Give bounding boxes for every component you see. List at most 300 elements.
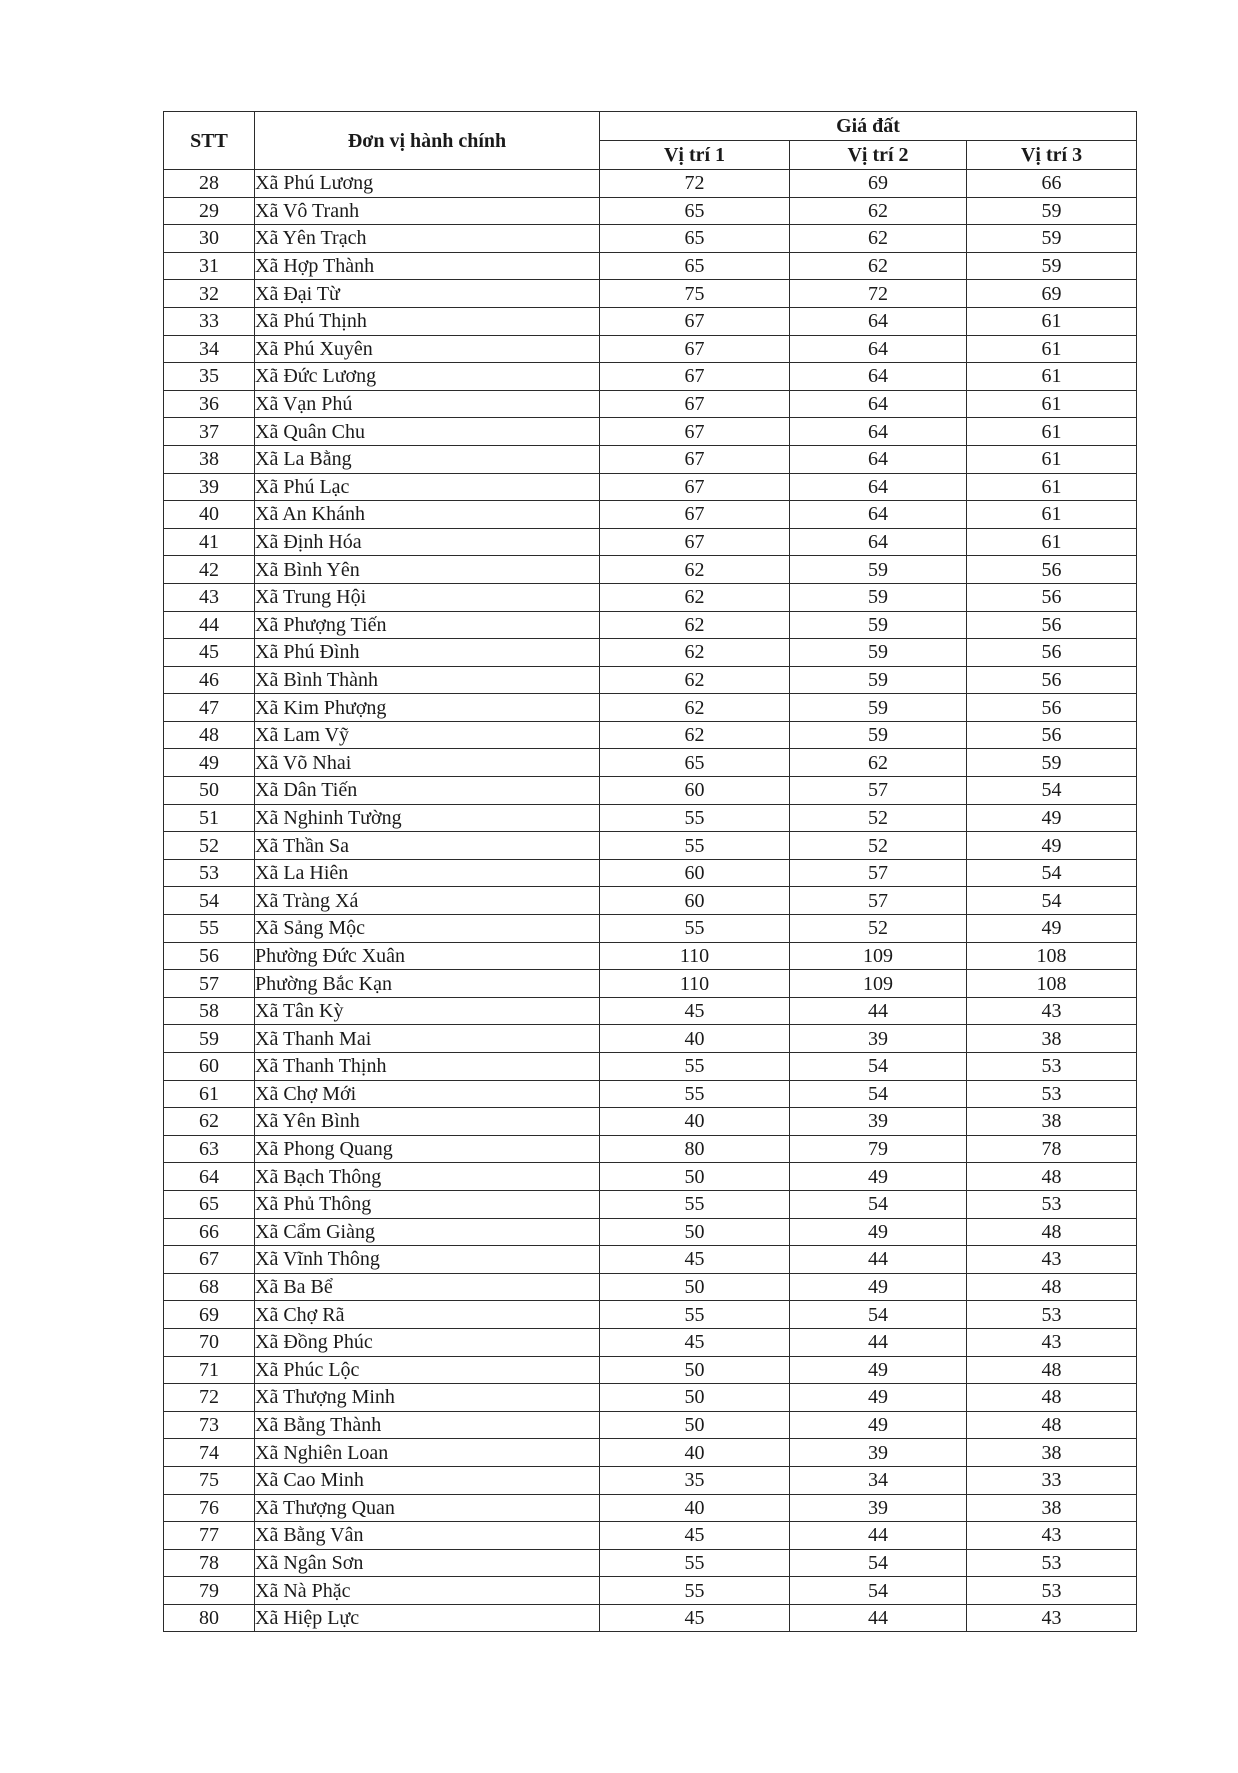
row-price-pos3: 38 — [967, 1108, 1137, 1136]
row-unit-name: Xã An Khánh — [255, 501, 600, 529]
row-price-pos2: 109 — [790, 970, 967, 998]
table-row — [164, 942, 1137, 970]
table-row — [164, 1218, 1137, 1246]
row-stt: 32 — [164, 280, 255, 308]
row-price-pos3: 61 — [967, 445, 1137, 473]
table-row — [164, 280, 1137, 308]
row-price-pos1: 50 — [600, 1273, 790, 1301]
row-price-pos2: 49 — [790, 1356, 967, 1384]
row-stt: 41 — [164, 528, 255, 556]
row-unit-name: Xã Đồng Phúc — [255, 1328, 600, 1356]
row-price-pos1: 55 — [600, 1080, 790, 1108]
row-price-pos3: 48 — [967, 1163, 1137, 1191]
table-row — [164, 1549, 1137, 1577]
row-stt: 37 — [164, 418, 255, 446]
row-stt: 29 — [164, 197, 255, 225]
table-row — [164, 528, 1137, 556]
row-price-pos3: 66 — [967, 170, 1137, 198]
row-unit-name: Xã Tân Kỳ — [255, 997, 600, 1025]
row-price-pos1: 67 — [600, 501, 790, 529]
row-price-pos1: 62 — [600, 583, 790, 611]
row-unit-name: Xã Yên Trạch — [255, 225, 600, 253]
row-price-pos3: 43 — [967, 1328, 1137, 1356]
row-stt: 64 — [164, 1163, 255, 1191]
row-price-pos3: 69 — [967, 280, 1137, 308]
row-price-pos2: 34 — [790, 1466, 967, 1494]
row-price-pos2: 49 — [790, 1411, 967, 1439]
row-price-pos1: 40 — [600, 1108, 790, 1136]
row-price-pos1: 110 — [600, 970, 790, 998]
row-price-pos3: 43 — [967, 1522, 1137, 1550]
row-price-pos2: 49 — [790, 1273, 967, 1301]
row-price-pos3: 56 — [967, 556, 1137, 584]
table-row — [164, 970, 1137, 998]
row-stt: 52 — [164, 832, 255, 860]
row-stt: 55 — [164, 915, 255, 943]
table-row — [164, 445, 1137, 473]
row-price-pos2: 39 — [790, 1494, 967, 1522]
row-stt: 59 — [164, 1025, 255, 1053]
header-position-1: Vị trí 1 — [600, 141, 790, 170]
row-price-pos2: 49 — [790, 1384, 967, 1412]
row-unit-name: Xã Thượng Minh — [255, 1384, 600, 1412]
row-stt: 54 — [164, 887, 255, 915]
row-price-pos2: 62 — [790, 225, 967, 253]
row-price-pos1: 55 — [600, 915, 790, 943]
row-price-pos2: 39 — [790, 1108, 967, 1136]
row-price-pos1: 67 — [600, 390, 790, 418]
row-price-pos1: 55 — [600, 1549, 790, 1577]
row-stt: 76 — [164, 1494, 255, 1522]
row-price-pos2: 64 — [790, 363, 967, 391]
row-price-pos3: 53 — [967, 1053, 1137, 1081]
row-price-pos3: 53 — [967, 1301, 1137, 1329]
row-price-pos3: 56 — [967, 583, 1137, 611]
row-stt: 30 — [164, 225, 255, 253]
row-price-pos1: 60 — [600, 859, 790, 887]
row-stt: 72 — [164, 1384, 255, 1412]
table-row — [164, 1411, 1137, 1439]
row-price-pos2: 44 — [790, 1328, 967, 1356]
row-unit-name: Xã Bằng Thành — [255, 1411, 600, 1439]
table-row — [164, 1384, 1137, 1412]
row-stt: 56 — [164, 942, 255, 970]
land-price-table — [163, 111, 1137, 1632]
row-unit-name: Xã Quân Chu — [255, 418, 600, 446]
row-price-pos2: 109 — [790, 942, 967, 970]
row-price-pos1: 65 — [600, 749, 790, 777]
row-price-pos1: 67 — [600, 528, 790, 556]
row-stt: 44 — [164, 611, 255, 639]
row-price-pos2: 64 — [790, 445, 967, 473]
row-price-pos1: 55 — [600, 1577, 790, 1605]
table-row — [164, 556, 1137, 584]
row-stt: 62 — [164, 1108, 255, 1136]
row-price-pos3: 53 — [967, 1577, 1137, 1605]
row-unit-name: Phường Bắc Kạn — [255, 970, 600, 998]
row-unit-name: Xã Võ Nhai — [255, 749, 600, 777]
table-row — [164, 1053, 1137, 1081]
row-price-pos3: 54 — [967, 777, 1137, 805]
row-unit-name: Xã Vạn Phú — [255, 390, 600, 418]
row-unit-name: Xã Phú Lạc — [255, 473, 600, 501]
row-price-pos3: 61 — [967, 418, 1137, 446]
row-stt: 66 — [164, 1218, 255, 1246]
row-price-pos3: 53 — [967, 1549, 1137, 1577]
row-unit-name: Xã Yên Bình — [255, 1108, 600, 1136]
row-price-pos3: 43 — [967, 1246, 1137, 1274]
row-price-pos2: 69 — [790, 170, 967, 198]
table-row — [164, 1273, 1137, 1301]
row-price-pos3: 48 — [967, 1384, 1137, 1412]
table-row — [164, 1190, 1137, 1218]
row-stt: 57 — [164, 970, 255, 998]
row-price-pos1: 40 — [600, 1494, 790, 1522]
row-unit-name: Xã Bình Yên — [255, 556, 600, 584]
row-unit-name: Xã Lam Vỹ — [255, 721, 600, 749]
row-unit-name: Xã Định Hóa — [255, 528, 600, 556]
row-unit-name: Xã Chợ Rã — [255, 1301, 600, 1329]
row-price-pos1: 75 — [600, 280, 790, 308]
row-price-pos3: 48 — [967, 1356, 1137, 1384]
row-price-pos1: 67 — [600, 445, 790, 473]
row-stt: 47 — [164, 694, 255, 722]
table-row — [164, 1439, 1137, 1467]
table-body — [164, 170, 1137, 1632]
row-price-pos2: 44 — [790, 997, 967, 1025]
row-stt: 63 — [164, 1135, 255, 1163]
row-price-pos3: 108 — [967, 942, 1137, 970]
row-price-pos3: 78 — [967, 1135, 1137, 1163]
row-price-pos1: 80 — [600, 1135, 790, 1163]
row-unit-name: Xã Thần Sa — [255, 832, 600, 860]
row-price-pos2: 72 — [790, 280, 967, 308]
row-price-pos1: 67 — [600, 363, 790, 391]
table-row — [164, 1025, 1137, 1053]
row-price-pos1: 110 — [600, 942, 790, 970]
table-row — [164, 583, 1137, 611]
table-row — [164, 666, 1137, 694]
row-unit-name: Xã Phú Thịnh — [255, 307, 600, 335]
row-unit-name: Xã Thanh Thịnh — [255, 1053, 600, 1081]
table-row — [164, 473, 1137, 501]
row-unit-name: Xã Ba Bể — [255, 1273, 600, 1301]
row-price-pos1: 55 — [600, 1053, 790, 1081]
row-price-pos1: 35 — [600, 1466, 790, 1494]
row-price-pos2: 57 — [790, 887, 967, 915]
row-price-pos3: 61 — [967, 335, 1137, 363]
row-price-pos3: 59 — [967, 225, 1137, 253]
table-row — [164, 804, 1137, 832]
row-stt: 70 — [164, 1328, 255, 1356]
row-price-pos1: 60 — [600, 887, 790, 915]
table-row — [164, 997, 1137, 1025]
table-row — [164, 1163, 1137, 1191]
table-row — [164, 1328, 1137, 1356]
row-price-pos1: 62 — [600, 721, 790, 749]
row-price-pos2: 44 — [790, 1604, 967, 1632]
row-unit-name: Xã Vĩnh Thông — [255, 1246, 600, 1274]
row-price-pos3: 43 — [967, 1604, 1137, 1632]
row-stt: 51 — [164, 804, 255, 832]
row-price-pos2: 57 — [790, 859, 967, 887]
table-row — [164, 335, 1137, 363]
row-price-pos2: 62 — [790, 252, 967, 280]
row-price-pos2: 64 — [790, 418, 967, 446]
row-unit-name: Xã Thanh Mai — [255, 1025, 600, 1053]
row-price-pos2: 64 — [790, 390, 967, 418]
row-stt: 42 — [164, 556, 255, 584]
row-price-pos3: 38 — [967, 1494, 1137, 1522]
row-price-pos3: 54 — [967, 887, 1137, 915]
row-unit-name: Xã Phú Xuyên — [255, 335, 600, 363]
row-unit-name: Xã Nà Phặc — [255, 1577, 600, 1605]
row-price-pos1: 62 — [600, 639, 790, 667]
row-price-pos1: 62 — [600, 611, 790, 639]
row-price-pos1: 62 — [600, 694, 790, 722]
row-price-pos1: 50 — [600, 1384, 790, 1412]
row-stt: 28 — [164, 170, 255, 198]
table-row — [164, 170, 1137, 198]
row-unit-name: Xã Hiệp Lực — [255, 1604, 600, 1632]
table-row — [164, 777, 1137, 805]
row-price-pos2: 49 — [790, 1218, 967, 1246]
table-row — [164, 197, 1137, 225]
row-price-pos3: 61 — [967, 501, 1137, 529]
row-unit-name: Xã Ngân Sơn — [255, 1549, 600, 1577]
row-price-pos1: 55 — [600, 1190, 790, 1218]
row-price-pos2: 59 — [790, 611, 967, 639]
row-price-pos3: 53 — [967, 1080, 1137, 1108]
row-price-pos3: 56 — [967, 639, 1137, 667]
row-stt: 65 — [164, 1190, 255, 1218]
row-price-pos2: 62 — [790, 749, 967, 777]
row-price-pos3: 56 — [967, 694, 1137, 722]
row-price-pos3: 56 — [967, 611, 1137, 639]
row-price-pos1: 72 — [600, 170, 790, 198]
row-stt: 80 — [164, 1604, 255, 1632]
row-stt: 48 — [164, 721, 255, 749]
row-unit-name: Xã Đức Lương — [255, 363, 600, 391]
row-stt: 39 — [164, 473, 255, 501]
row-price-pos1: 67 — [600, 335, 790, 363]
row-price-pos2: 44 — [790, 1246, 967, 1274]
row-unit-name: Xã Đại Từ — [255, 280, 600, 308]
row-price-pos3: 38 — [967, 1025, 1137, 1053]
table-row — [164, 915, 1137, 943]
row-price-pos1: 40 — [600, 1025, 790, 1053]
row-stt: 73 — [164, 1411, 255, 1439]
table-row — [164, 252, 1137, 280]
row-unit-name: Xã Sảng Mộc — [255, 915, 600, 943]
header-stt: STT — [164, 112, 255, 170]
row-price-pos3: 61 — [967, 307, 1137, 335]
table-row — [164, 1301, 1137, 1329]
row-price-pos3: 53 — [967, 1190, 1137, 1218]
table-row — [164, 611, 1137, 639]
row-price-pos3: 59 — [967, 252, 1137, 280]
row-price-pos1: 45 — [600, 1604, 790, 1632]
row-price-pos3: 43 — [967, 997, 1137, 1025]
row-stt: 78 — [164, 1549, 255, 1577]
row-unit-name: Xã Cẩm Giàng — [255, 1218, 600, 1246]
row-unit-name: Xã Vô Tranh — [255, 197, 600, 225]
row-price-pos1: 55 — [600, 804, 790, 832]
table-row — [164, 1356, 1137, 1384]
table-header — [164, 112, 1137, 170]
row-price-pos1: 45 — [600, 1246, 790, 1274]
row-price-pos2: 62 — [790, 197, 967, 225]
table-row — [164, 721, 1137, 749]
table-row — [164, 1522, 1137, 1550]
row-price-pos1: 65 — [600, 197, 790, 225]
row-price-pos2: 52 — [790, 915, 967, 943]
row-price-pos3: 59 — [967, 197, 1137, 225]
row-stt: 40 — [164, 501, 255, 529]
row-price-pos1: 50 — [600, 1411, 790, 1439]
row-unit-name: Xã Hợp Thành — [255, 252, 600, 280]
table-row — [164, 1246, 1137, 1274]
table-row — [164, 887, 1137, 915]
row-stt: 67 — [164, 1246, 255, 1274]
row-price-pos3: 49 — [967, 832, 1137, 860]
row-price-pos3: 61 — [967, 390, 1137, 418]
header-position-3: Vị trí 3 — [967, 141, 1137, 170]
header-unit: Đơn vị hành chính — [255, 112, 600, 170]
table-row — [164, 1604, 1137, 1632]
row-price-pos2: 59 — [790, 639, 967, 667]
row-stt: 36 — [164, 390, 255, 418]
row-price-pos1: 62 — [600, 666, 790, 694]
row-price-pos2: 54 — [790, 1053, 967, 1081]
row-price-pos2: 64 — [790, 335, 967, 363]
row-unit-name: Phường Đức Xuân — [255, 942, 600, 970]
row-unit-name: Xã Bằng Vân — [255, 1522, 600, 1550]
table-row — [164, 1494, 1137, 1522]
row-stt: 49 — [164, 749, 255, 777]
row-price-pos3: 61 — [967, 473, 1137, 501]
row-unit-name: Xã Phú Lương — [255, 170, 600, 198]
row-stt: 69 — [164, 1301, 255, 1329]
row-price-pos3: 38 — [967, 1439, 1137, 1467]
row-price-pos2: 59 — [790, 556, 967, 584]
table-row — [164, 1135, 1137, 1163]
row-price-pos1: 40 — [600, 1439, 790, 1467]
row-price-pos2: 54 — [790, 1190, 967, 1218]
row-price-pos3: 61 — [967, 528, 1137, 556]
row-stt: 61 — [164, 1080, 255, 1108]
row-price-pos2: 79 — [790, 1135, 967, 1163]
row-price-pos1: 62 — [600, 556, 790, 584]
row-stt: 35 — [164, 363, 255, 391]
table-row — [164, 418, 1137, 446]
row-unit-name: Xã La Hiên — [255, 859, 600, 887]
row-price-pos1: 67 — [600, 418, 790, 446]
row-stt: 43 — [164, 583, 255, 611]
row-price-pos3: 61 — [967, 363, 1137, 391]
row-price-pos3: 56 — [967, 666, 1137, 694]
row-price-pos2: 64 — [790, 528, 967, 556]
row-unit-name: Xã Nghiên Loan — [255, 1439, 600, 1467]
row-unit-name: Xã Thượng Quan — [255, 1494, 600, 1522]
row-stt: 74 — [164, 1439, 255, 1467]
table-row — [164, 639, 1137, 667]
row-unit-name: Xã La Bằng — [255, 445, 600, 473]
row-stt: 71 — [164, 1356, 255, 1384]
row-unit-name: Xã Phủ Thông — [255, 1190, 600, 1218]
row-unit-name: Xã Cao Minh — [255, 1466, 600, 1494]
row-price-pos1: 67 — [600, 473, 790, 501]
row-unit-name: Xã Trung Hội — [255, 583, 600, 611]
row-price-pos2: 52 — [790, 832, 967, 860]
table-row — [164, 749, 1137, 777]
row-stt: 50 — [164, 777, 255, 805]
table-row — [164, 694, 1137, 722]
row-price-pos2: 44 — [790, 1522, 967, 1550]
row-unit-name: Xã Dân Tiến — [255, 777, 600, 805]
row-stt: 79 — [164, 1577, 255, 1605]
row-stt: 46 — [164, 666, 255, 694]
row-price-pos2: 39 — [790, 1439, 967, 1467]
row-unit-name: Xã Nghinh Tường — [255, 804, 600, 832]
row-unit-name: Xã Phượng Tiến — [255, 611, 600, 639]
row-price-pos1: 65 — [600, 225, 790, 253]
row-price-pos3: 33 — [967, 1466, 1137, 1494]
row-price-pos1: 50 — [600, 1218, 790, 1246]
row-price-pos1: 45 — [600, 1328, 790, 1356]
row-price-pos1: 55 — [600, 832, 790, 860]
row-stt: 75 — [164, 1466, 255, 1494]
row-price-pos2: 49 — [790, 1163, 967, 1191]
row-price-pos3: 48 — [967, 1411, 1137, 1439]
row-price-pos1: 50 — [600, 1356, 790, 1384]
row-stt: 38 — [164, 445, 255, 473]
row-price-pos1: 45 — [600, 997, 790, 1025]
row-stt: 58 — [164, 997, 255, 1025]
row-stt: 77 — [164, 1522, 255, 1550]
row-price-pos3: 108 — [967, 970, 1137, 998]
header-position-2: Vị trí 2 — [790, 141, 967, 170]
row-unit-name: Xã Tràng Xá — [255, 887, 600, 915]
row-price-pos3: 48 — [967, 1273, 1137, 1301]
table-row — [164, 307, 1137, 335]
row-price-pos3: 49 — [967, 804, 1137, 832]
row-price-pos1: 45 — [600, 1522, 790, 1550]
row-price-pos3: 56 — [967, 721, 1137, 749]
row-price-pos2: 39 — [790, 1025, 967, 1053]
row-price-pos1: 55 — [600, 1301, 790, 1329]
row-price-pos2: 59 — [790, 583, 967, 611]
table-row — [164, 832, 1137, 860]
row-unit-name: Xã Bạch Thông — [255, 1163, 600, 1191]
row-unit-name: Xã Phú Đình — [255, 639, 600, 667]
row-price-pos2: 59 — [790, 694, 967, 722]
row-stt: 60 — [164, 1053, 255, 1081]
table-row — [164, 859, 1137, 887]
row-price-pos2: 54 — [790, 1549, 967, 1577]
table-row — [164, 390, 1137, 418]
row-price-pos2: 54 — [790, 1301, 967, 1329]
row-price-pos2: 57 — [790, 777, 967, 805]
row-price-pos1: 65 — [600, 252, 790, 280]
row-price-pos2: 59 — [790, 721, 967, 749]
table-row — [164, 1466, 1137, 1494]
row-stt: 68 — [164, 1273, 255, 1301]
row-unit-name: Xã Phúc Lộc — [255, 1356, 600, 1384]
row-price-pos2: 59 — [790, 666, 967, 694]
row-price-pos1: 60 — [600, 777, 790, 805]
table-row — [164, 1577, 1137, 1605]
